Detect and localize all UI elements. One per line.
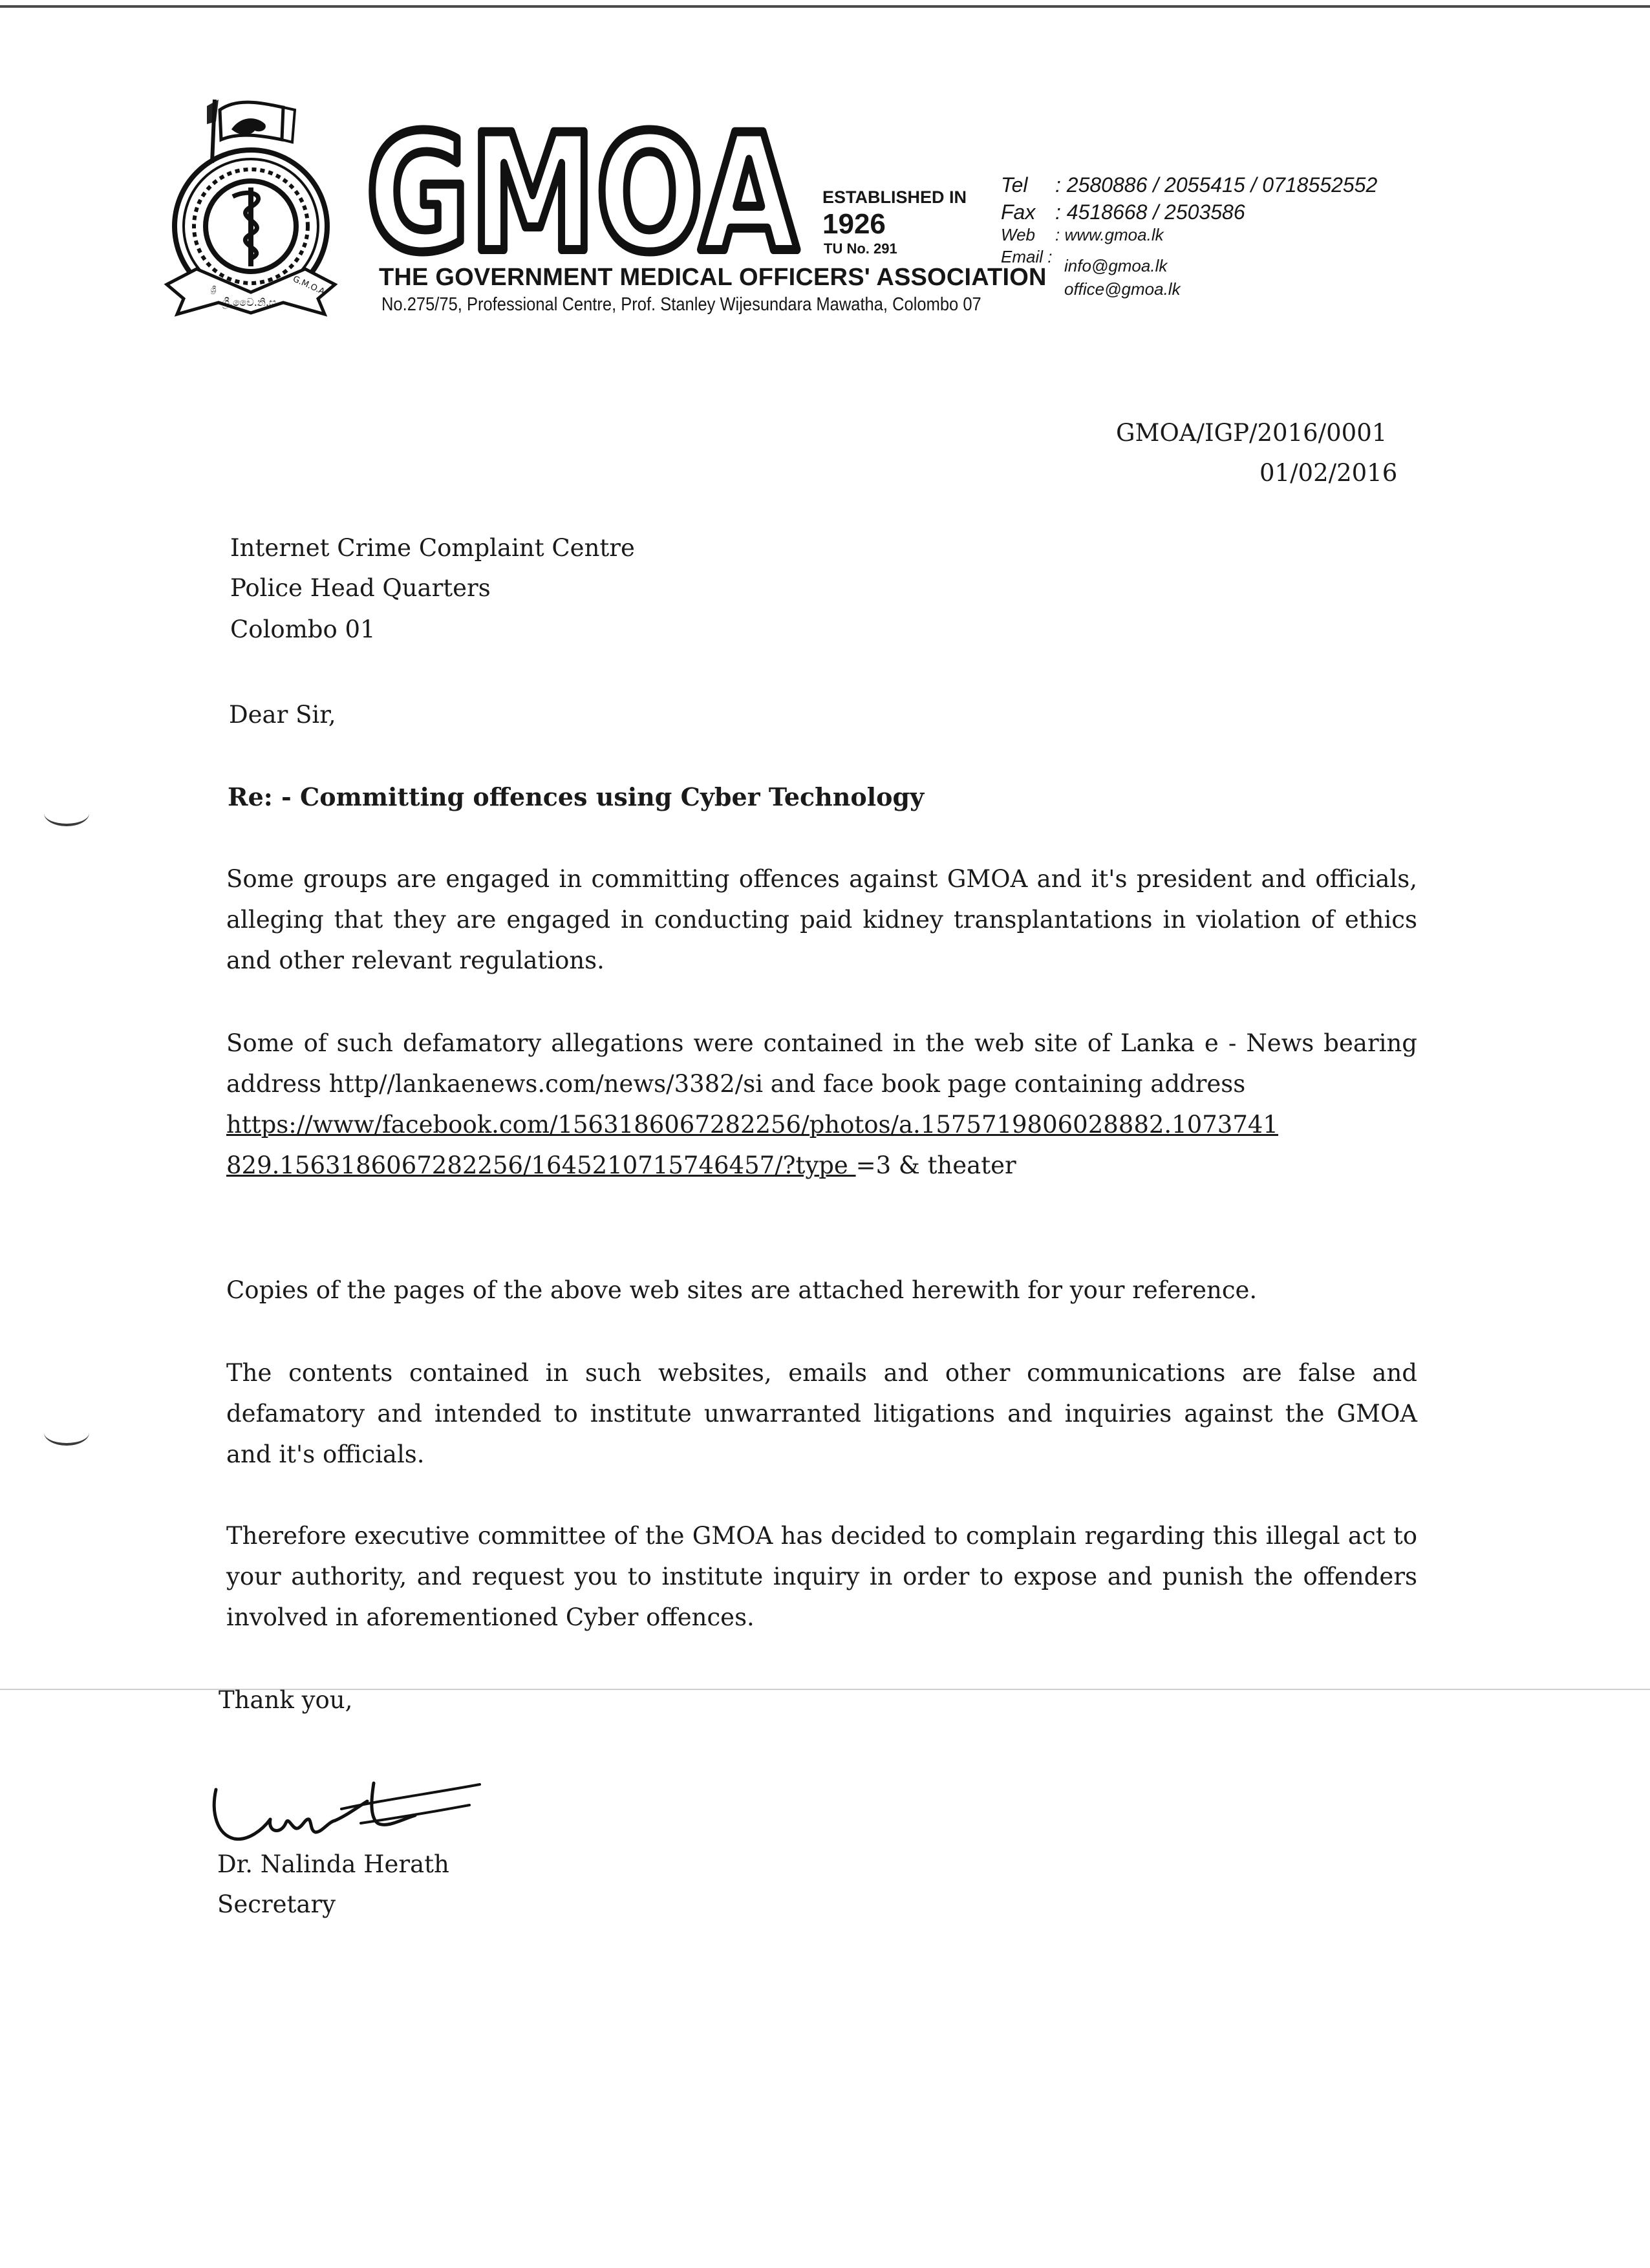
web-label: Web [1001, 225, 1035, 244]
letter-date: 01/02/2016 [1259, 459, 1398, 487]
recipient-line: Colombo 01 [230, 615, 376, 643]
trade-union-number: TU No. 291 [824, 241, 897, 257]
established-year: 1926 [822, 208, 886, 240]
salutation: Dear Sir, [229, 701, 336, 729]
fax-label: Fax [1001, 200, 1036, 224]
gmoa-wordmark-logo [362, 123, 815, 272]
paragraph: Therefore executive committee of the GMOA has decided to complain regarding this illegal act to your authority, and request you to institute inquiry in order to expose and punish the offenders involved in aforementioned Cyber offences. [226, 1522, 1417, 1631]
closing: Thank you, [219, 1686, 353, 1714]
organization-address: No.275/75, Professional Centre, Prof. Stanley Wijesundara Mawatha, Colombo 07 [381, 294, 981, 315]
reference-number: GMOA/IGP/2016/0001 [1116, 419, 1388, 447]
paragraph [226, 1023, 1417, 1186]
facebook-url-line [226, 1104, 1417, 1145]
tel-value: : 2580886 / 2055415 / 0718552552 [1055, 173, 1378, 197]
tel-label: Tel [1001, 173, 1028, 197]
email-primary: info@gmoa.lk [1064, 256, 1168, 275]
fax-value: : 4518668 / 2503586 [1055, 200, 1245, 224]
punch-hole-mark [44, 800, 89, 826]
paragraph-text: Some of such defamatory allegations were contained in the web site of Lanka e - News bearing address http//lankaenews.com/news/3382/si and face book page containing address [226, 1029, 1417, 1098]
facebook-link[interactable]: https://www/facebook.com/1563186067282256/photos/a.1575719806028882.1073741 [226, 1111, 1278, 1139]
punch-hole-mark [44, 1420, 89, 1446]
handwritten-signature [208, 1768, 486, 1852]
organization-name: THE GOVERNMENT MEDICAL OFFICERS' ASSOCIATION [379, 264, 1047, 291]
paragraph: Copies of the pages of the above web sites are attached herewith for your reference. [226, 1276, 1258, 1304]
email-secondary: office@gmoa.lk [1064, 279, 1181, 299]
svg-text:GMOA: GMOA [366, 123, 798, 272]
recipient-line: Internet Crime Complaint Centre [230, 534, 635, 562]
emblem-ribbon-text: ශ්‍රී.වෛ.නි.ස. [222, 296, 280, 308]
subject-line: Re: - Committing offences using Cyber Technology [228, 782, 925, 811]
paragraph: Some groups are engaged in committing offences against GMOA and it's president and officials, alleging that they are engaged in conducting paid kidney transplantations in violation of ethics and other relevant regulations. [226, 865, 1417, 974]
email-label: Email : [1001, 247, 1053, 266]
signer-title: Secretary [217, 1890, 336, 1918]
gmoa-emblem-icon [154, 91, 374, 323]
paragraph: The contents contained in such websites, emails and other communications are false and defamatory and intended to institute unwarranted litigations and inquiries against the GMOA and it's officials. [226, 1359, 1417, 1468]
recipient-line: Police Head Quarters [230, 574, 491, 602]
svg-text:G.M.O.A: G.M.O.A [291, 274, 327, 297]
signer-name: Dr. Nalinda Herath [217, 1850, 449, 1878]
facebook-url-line [226, 1145, 1417, 1186]
scan-edge-line [0, 5, 1650, 8]
facebook-link-continued[interactable]: 829.1563186067282256/1645210715746457/?type [226, 1151, 856, 1179]
url-suffix: =3 & theater [855, 1151, 1016, 1179]
web-value: : www.gmoa.lk [1055, 225, 1164, 244]
svg-text:ශ්‍රී: ශ්‍රී [210, 285, 217, 294]
established-label: ESTABLISHED IN [822, 187, 967, 207]
